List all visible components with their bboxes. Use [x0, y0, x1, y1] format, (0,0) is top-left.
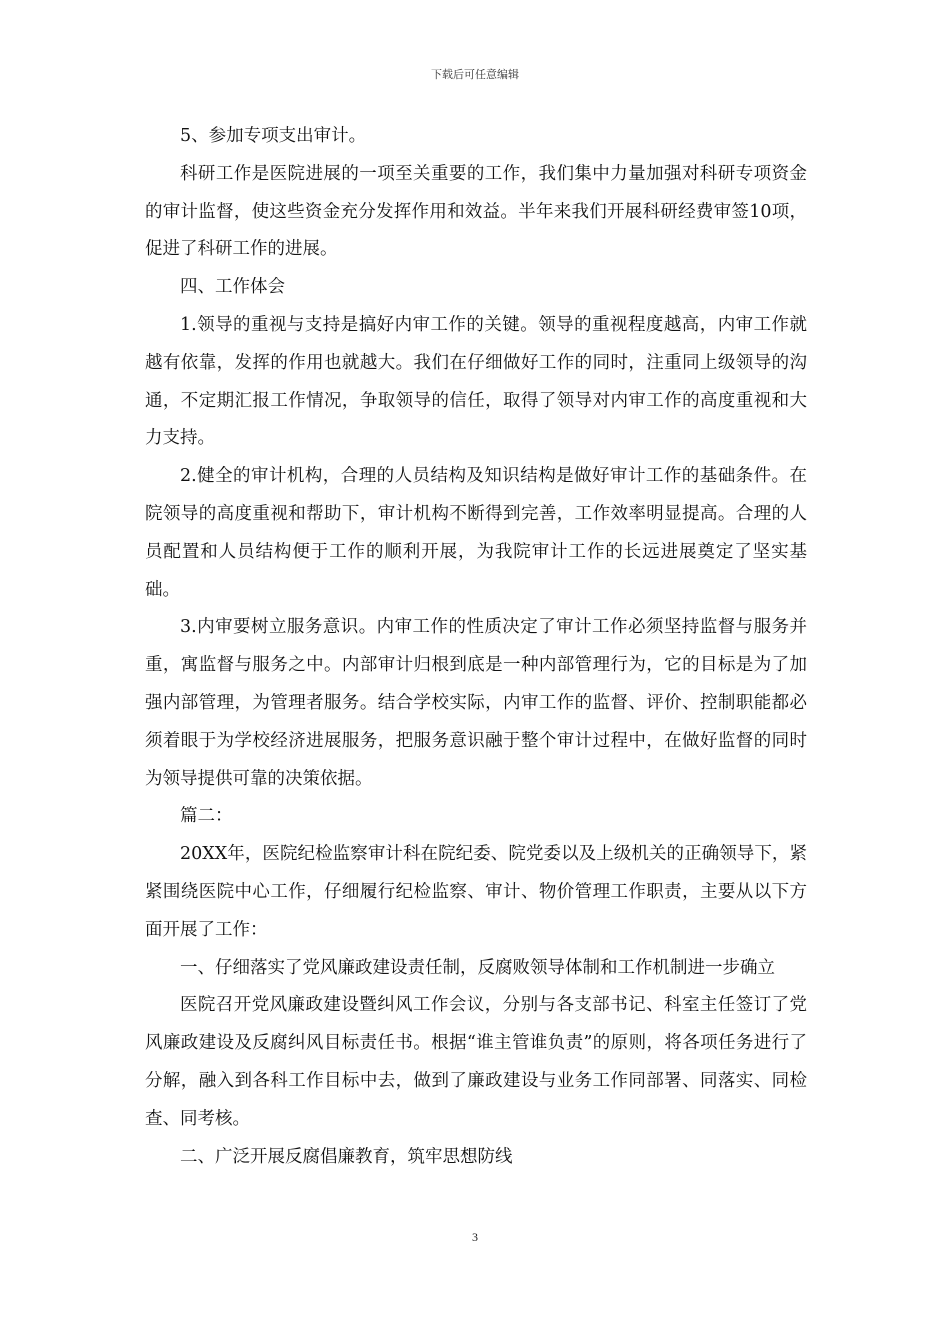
section-heading: 篇二： — [180, 806, 233, 827]
paragraph: 20XX年，医院纪检监察审计科在院纪委、院党委以及上级机关的正确领导下，紧紧围绕医院中心工作，仔细履行纪检监察、审计、物价管理工作职责，主要从以下方面开展了工作： — [145, 844, 807, 940]
page-number: 3 — [472, 1230, 478, 1244]
paragraph: 1.领导的重视与支持是搞好内审工作的关键。领导的重视程度越高，内审工作就越有依靠，发挥的作用也就越大。我们在仔细做好工作的同时，注重同上级领导的沟通，不定期汇报工作情况，争取领导的信任，取得了领导对内审工作的高度重视和大力支持。 — [145, 314, 807, 449]
page-header: 下载后可任意编辑 — [431, 68, 519, 81]
paragraph: 3.内审要树立服务意识。内审工作的性质决定了审计工作必须坚持监督与服务并重，寓监督与服务之中。内部审计归根到底是一种内部管理行为，它的目标是为了加强内部管理，为管理者服务。结合学校实际，内审工作的监督、评价、控制职能都必须着眼于为学校经济进展服务，把服务意识融于整个审计过程中，在做好监督的同时为领导提供可靠的决策依据。 — [145, 617, 807, 789]
section-heading: 一、仔细落实了党风廉政建设责任制，反腐败领导体制和工作机制进一步确立 — [180, 957, 775, 978]
paragraph: 医院召开党风廉政建设暨纠风工作会议，分别与各支部书记、科室主任签订了党风廉政建设及反腐纠风目标责任书。根据“谁主管谁负责”的原则，将各项任务进行了分解，融入到各科工作目标中去，做到了廉政建设与业务工作同部署、同落实、同检查、同考核。 — [145, 995, 807, 1129]
document-body — [145, 118, 807, 1176]
paragraph: 2.健全的审计机构，合理的人员结构及知识结构是做好审计工作的基础条件。在院领导的高度重视和帮助下，审计机构不断得到完善，工作效率明显提高。合理的人员配置和人员结构便于工作的顺利开展，为我院审计工作的长远进展奠定了坚实基础。 — [145, 466, 807, 600]
section-heading: 二、广泛开展反腐倡廉教育，筑牢思想防线 — [180, 1146, 513, 1167]
paragraph: 科研工作是医院进展的一项至关重要的工作，我们集中力量加强对科研专项资金的审计监督，使这些资金充分发挥作用和效益。半年来我们开展科研经费审签10项，促进了科研工作的进展。 — [145, 163, 807, 260]
paragraph: 5、参加专项支出审计。 — [180, 126, 367, 146]
section-heading: 四、工作体会 — [180, 277, 285, 298]
